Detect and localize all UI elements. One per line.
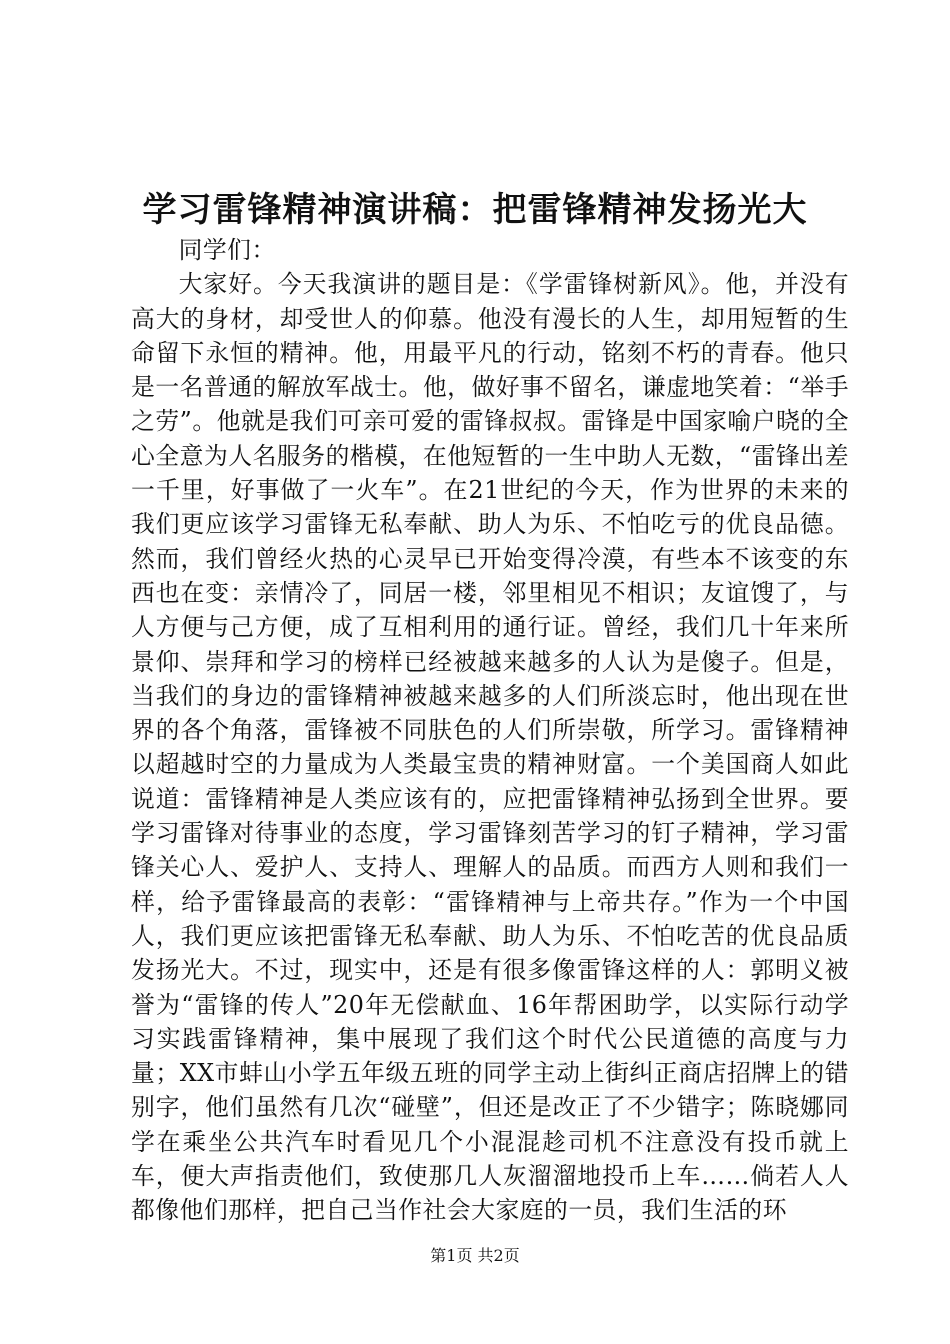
greeting-line: 同学们： — [178, 236, 276, 264]
page-footer: 第1页 共2页 — [430, 1246, 520, 1265]
document-title: 学习雷锋精神演讲稿：把雷锋精神发扬光大 — [142, 190, 808, 230]
document-body — [131, 233, 849, 1228]
body-paragraph: 大家好。今天我演讲的题目是：《学雷锋树新风》。他，并没有高大的身材，却受世人的仰慕。他没有漫长的人生，却用短暂的生命留下永恒的精神。他，用最平凡的行动，铭刻不朽的青春。他只是一名普通的解放军战士。他，做好事不留名，谦虚地笑着：“举手之劳”。他就是我们可亲可爱的雷锋叔叔。雷锋是中国家喻户晓的全心全意为人名服务的楷模，在他短暂的一生中助人无数，“雷锋出差一千里，好事做了一火车”。在21世纪的今天，作为世界的未来的我们更应该学习雷锋无私奉献、助人为乐、不怕吃亏的优良品德。然而，我们曾经火热的心灵早已开始变得冷漠，有些本不该变的东西也在变：亲情冷了，同居一楼，邻里相见不相识；友谊馊了，与人方便与己方便，成了互相利用的通行证。曾经，我们几十年来所景仰、崇拜和学习的榜样已经被越来越多的人认为是傻子。但是，当我们的身边的雷锋精神被越来越多的人们所淡忘时，他出现在世界的各个角落，雷锋被不同肤色的人们所崇敬，所学习。雷锋精神以超越时空的力量成为人类最宝贵的精神财富。一个美国商人如此说道：雷锋精神是人类应该有的，应把雷锋精神弘扬到全世界。要学习雷锋对待事业的态度，学习雷锋刻苦学习的钉子精神，学习雷锋关心人、爱护人、支持人、理解人的品质。而西方人则和我们一样，给予雷锋最高的表彰：“雷锋精神与上帝共存。”作为一个中国人，我们更应该把雷锋无私奉献、助人为乐、不怕吃苦的优良品质发扬光大。不过，现实中，还是有很多像雷锋这样的人：郭明义被誉为“雷锋的传人”20年无偿献血、16年帮困助学，以实际行动学习实践雷锋精神，集中展现了我们这个时代公民道德的高度与力量；XX市蚌山小学五年级五班的同学主动上街纠正商店招牌上的错别字，他们虽然有几次“碰壁”，但还是改正了不少错字；陈晓娜同学在乘坐公共汽车时看见几个小混混趁司机不注意没有投币就上车，便大声指责他们，致使那几人灰溜溜地投币上车……倘若人人都像他们那样，把自己当作社会大家庭的一员，我们生活的环 — [131, 270, 849, 1225]
